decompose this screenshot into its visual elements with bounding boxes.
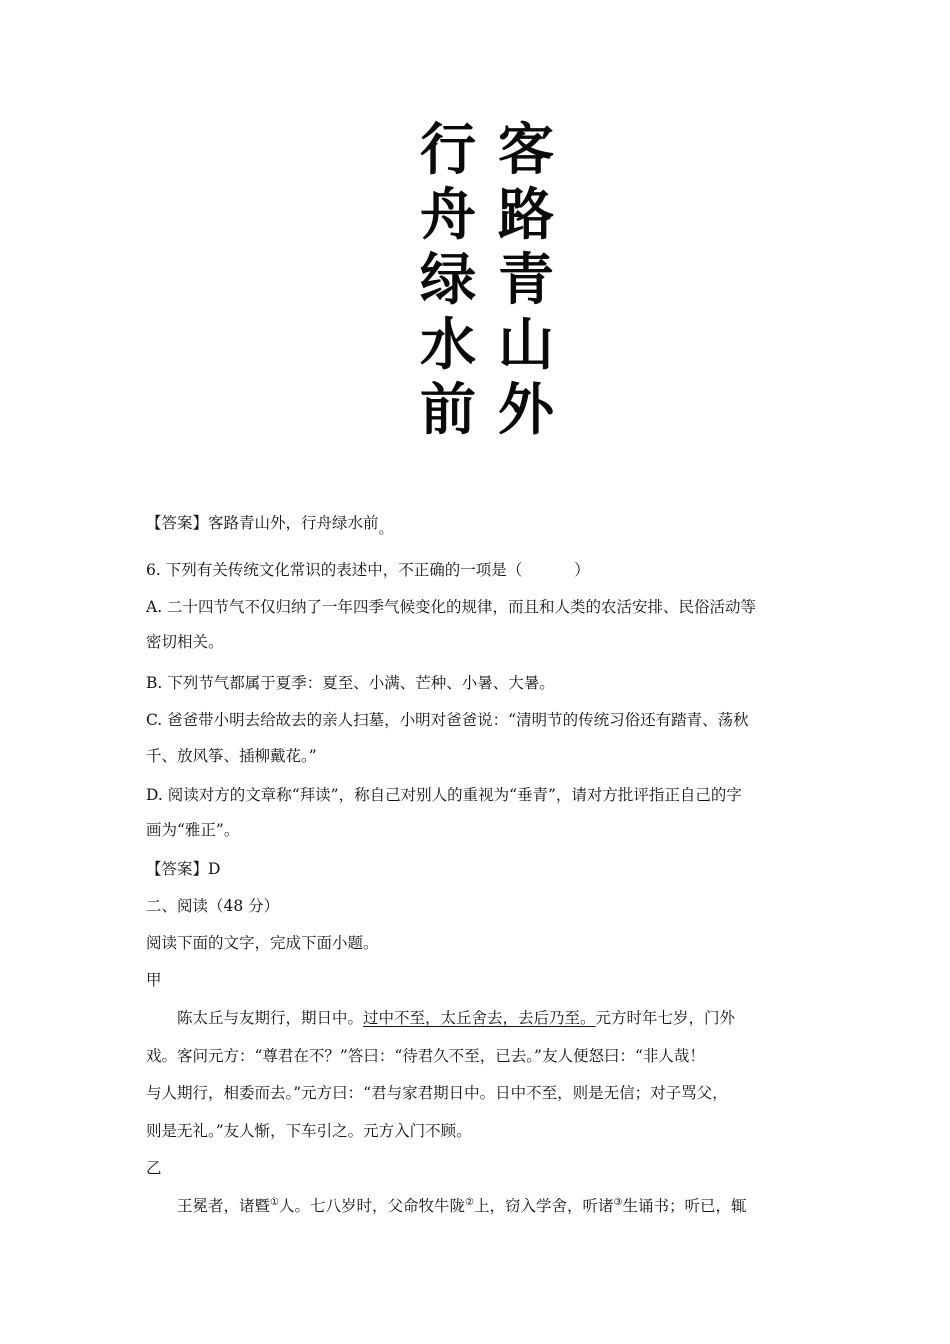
passage-yi-label: 乙 [146,1159,162,1177]
calligraphy-character: 路 [498,182,554,248]
calligraphy-character: 青 [498,247,554,313]
calligraphy-character: 绿 [420,247,476,313]
calligraphy-character: 水 [420,312,476,378]
answer-end-mark: 。 [378,519,394,537]
passage-yi-text-d: 生诵书；听已，辄 [622,1197,747,1215]
answer-text: 客路青山外，行舟绿水前 [208,514,379,532]
passage-yi-text-b: 人。七八岁时，父命牧牛陇 [278,1197,465,1215]
section-2-instruction: 阅读下面的文字，完成下面小题。 [146,934,379,952]
calligraphy-character: 山 [498,312,554,378]
passage-jia-line-3: 与人期行，相委而去。”元方曰：“君与家君期日中。日中不至，则是无信；对子骂父， [146,1084,728,1102]
option-d-line-1: D. 阅读对方的文章称“拜读”，称自己对别人的重视为“垂青”，请对方批评指正自己的字 [146,786,742,804]
option-a-line-1: A. 二十四节气不仅归纳了一年四季气候变化的规律，而且和人类的农活安排、民俗活动等 [146,598,757,616]
passage-yi-line-1 [177,1196,746,1216]
footnote-marker-1: ① [270,1196,279,1208]
answer-5 [146,513,394,538]
passage-yi-text-c: 上，窃入学舍，听诸 [473,1197,614,1215]
option-a-line-2: 密切相关。 [146,633,224,651]
question-6-stem [146,560,590,580]
calligraphy-character: 外 [498,377,554,443]
calligraphy-character: 前 [420,377,476,443]
calligraphy-character: 行 [420,117,476,183]
calligraphy-image [408,118,558,458]
question-6-stem-text: 6. 下列有关传统文化常识的表述中，不正确的一项是（ [146,561,523,579]
passage-yi-text-a: 王冕者，诸暨 [177,1197,271,1215]
option-d-line-2: 画为“雅正”。 [146,821,240,839]
option-c-line-1: C. 爸爸带小明去给故去的亲人扫墓，小明对爸爸说：“清明节的传统习俗还有踏青、荡秋 [146,711,749,729]
passage-jia-label: 甲 [146,971,162,989]
passage-jia-line-1-pre: 陈太丘与友期行，期日中。 [177,1009,364,1027]
passage-jia-line-2: 戏。客问元方：“尊君在不？”答曰：“待君久不至，已去。”友人便怒曰：“非人哉！ [146,1047,705,1065]
option-c-line-2: 千、放风筝、插柳戴花。” [146,747,317,765]
passage-jia-line-1 [177,1008,735,1028]
option-b: B. 下列节气都属于夏季：夏至、小满、芒种、小暑、大暑。 [146,674,555,692]
calligraphy-character: 客 [498,117,554,183]
footnote-marker-2: ② [465,1196,474,1208]
passage-jia-line-1-post: 元方时年七岁，门外 [595,1009,736,1027]
section-2-heading: 二、阅读（48 分） [146,897,280,915]
question-6-stem-close: ） [574,561,590,579]
answer-label: 【答案】 [146,514,209,532]
passage-jia-line-4: 则是无礼。”友人惭，下车引之。元方入门不顾。 [146,1122,472,1140]
underlined-sentence: 过中不至，太丘舍去，去后乃至。 [363,1009,596,1027]
calligraphy-character: 舟 [420,182,476,248]
footnote-marker-3: ③ [613,1196,623,1208]
calligraphy-column-right [494,118,558,458]
question-6-answer: 【答案】D [146,860,221,878]
calligraphy-column-left [416,118,480,458]
